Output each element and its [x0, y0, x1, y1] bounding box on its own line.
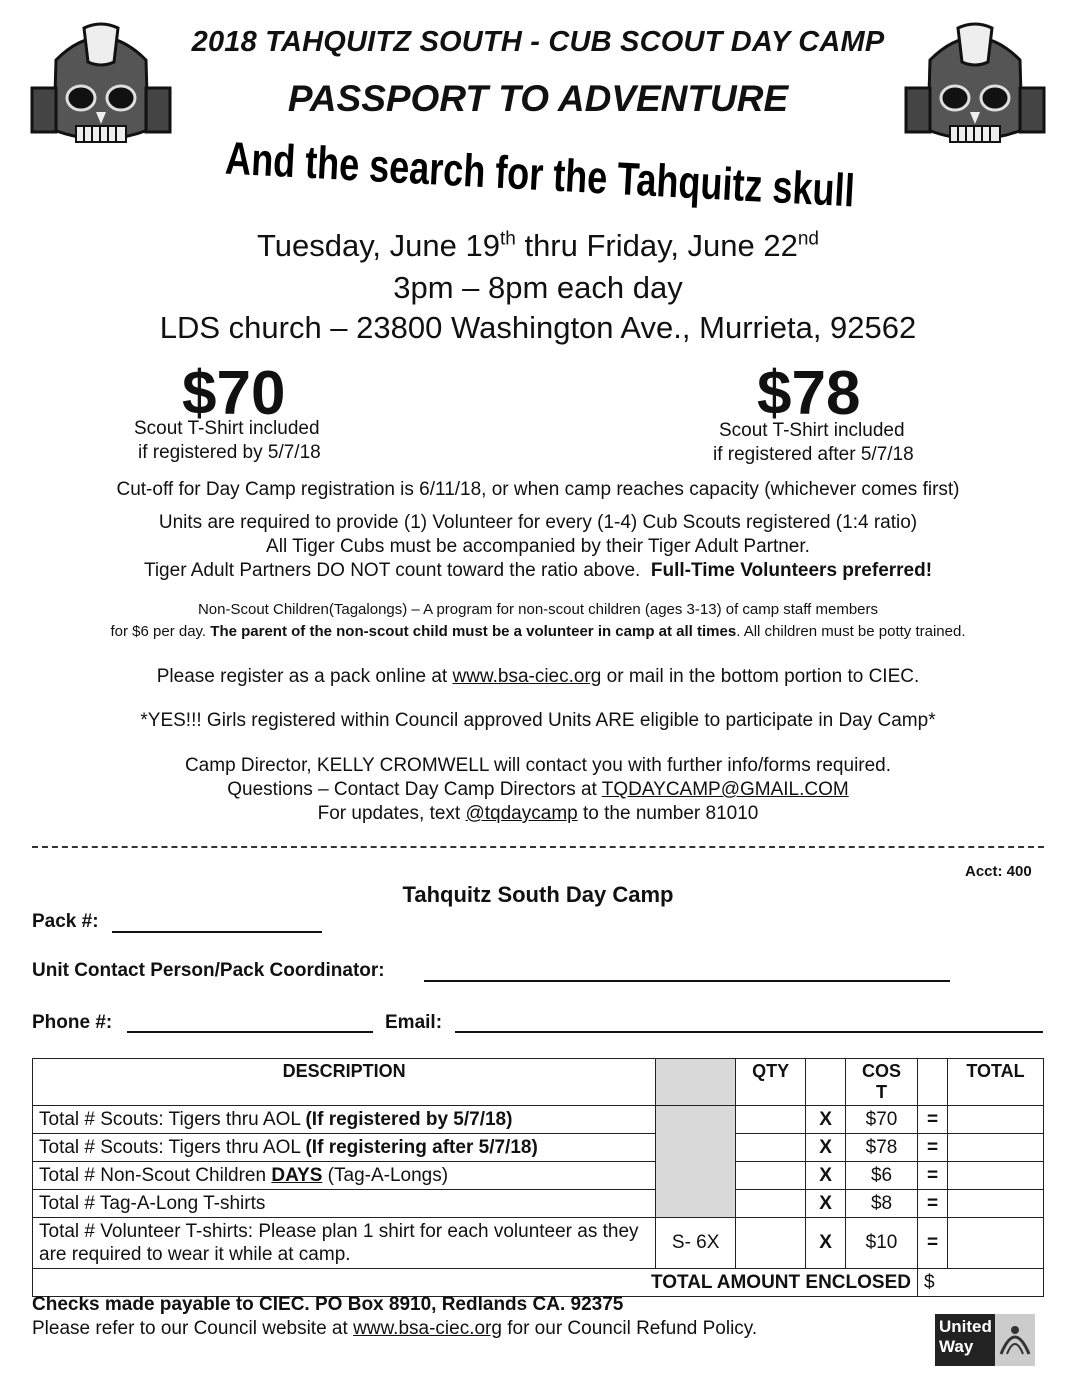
phone-label: Phone #: — [32, 1012, 113, 1033]
contact-person-label: Unit Contact Person/Pack Coordinator: — [32, 960, 385, 981]
cut-line — [32, 846, 1044, 848]
total-row — [33, 1269, 1044, 1297]
equals-sign: = — [918, 1134, 948, 1162]
united-way-logo — [935, 1314, 1035, 1366]
email-field[interactable] — [455, 1031, 1043, 1033]
row-description: Total # Scouts: Tigers thru AOL (If registered by 5/7/18) — [33, 1106, 656, 1134]
tagalong-line-1: Non-Scout Children(Tagalongs) – A program for non-scout children (ages 3-13) of camp staff members — [197, 601, 879, 618]
united-way-hand-icon — [995, 1314, 1035, 1366]
cost-cell: $78 — [846, 1134, 918, 1162]
size-cell: S- 6X — [656, 1218, 736, 1269]
contact-person-field[interactable] — [424, 980, 950, 982]
col-size — [656, 1059, 736, 1106]
qty-cell[interactable] — [736, 1190, 806, 1218]
total-amount-field[interactable] — [918, 1269, 1044, 1297]
girls-eligible-text: *YES!!! Girls registered within Council approved Units ARE eligible to participate in Day Camp* — [140, 710, 936, 731]
event-time: 3pm – 8pm each day — [393, 270, 683, 305]
contact-line-3: For updates, text @tqdaycamp to the number 81010 — [317, 803, 759, 824]
times-sign: X — [806, 1218, 846, 1269]
early-price-line1: Scout T-Shirt included — [134, 418, 320, 439]
total-cell[interactable] — [947, 1190, 1043, 1218]
row-description: Total # Tag-A-Long T-shirts — [33, 1190, 656, 1218]
checks-payable-text: Checks made payable to CIEC. PO Box 8910, Redlands CA. 92375 — [32, 1294, 624, 1315]
row-description: Total # Scouts: Tigers thru AOL (If registering after 5/7/18) — [33, 1134, 656, 1162]
early-price-line2: if registered by 5/7/18 — [138, 442, 321, 463]
qty-cell[interactable] — [736, 1106, 806, 1134]
fee-table — [32, 1058, 1044, 1297]
ratio-line-1: Units are required to provide (1) Volunteer for every (1-4) Cub Scouts registered (1:4 ratio) — [158, 512, 918, 533]
title-line-3 — [215, 128, 1030, 226]
late-price: $78 — [757, 359, 861, 428]
col-x — [806, 1059, 846, 1106]
table-row — [33, 1162, 1044, 1190]
equals-sign: = — [918, 1162, 948, 1190]
col-eq — [918, 1059, 948, 1106]
total-amount-label: TOTAL AMOUNT ENCLOSED — [33, 1269, 918, 1297]
qty-cell[interactable] — [736, 1218, 806, 1269]
cost-cell: $8 — [846, 1190, 918, 1218]
times-sign: X — [806, 1106, 846, 1134]
total-cell[interactable] — [947, 1106, 1043, 1134]
title-line-3-text: And the search for the Tahquitz skull — [224, 131, 1030, 226]
qty-cell[interactable] — [736, 1134, 806, 1162]
grey-cell — [656, 1106, 736, 1218]
col-total: TOTAL — [947, 1059, 1043, 1106]
equals-sign: = — [918, 1106, 948, 1134]
table-row — [33, 1106, 1044, 1134]
account-number: Acct: 400 — [965, 863, 1032, 880]
early-price: $70 — [182, 359, 286, 428]
event-dates: Tuesday, June 19th thru Friday, June 22nd — [256, 228, 819, 263]
refund-link[interactable]: www.bsa-ciec.org — [353, 1318, 502, 1339]
title-line-1: 2018 TAHQUITZ SOUTH - CUB SCOUT DAY CAMP — [191, 26, 885, 58]
cost-cell: $70 — [846, 1106, 918, 1134]
event-location: LDS church – 23800 Washington Ave., Murrieta, 92562 — [159, 310, 917, 345]
united-way-text-1: United — [939, 1317, 992, 1336]
cost-cell: $6 — [846, 1162, 918, 1190]
row-description: Total # Volunteer T-shirts: Please plan 1 shirt for each volunteer as they are required to wear it while at camp. — [33, 1218, 656, 1269]
register-text: Please register as a pack online at www.bsa-ciec.org or mail in the bottom portion to CIEC. — [156, 666, 920, 687]
total-cell[interactable] — [947, 1162, 1043, 1190]
ratio-line-2: All Tiger Cubs must be accompanied by their Tiger Adult Partner. — [266, 536, 810, 557]
col-qty: QTY — [736, 1059, 806, 1106]
equals-sign: = — [918, 1218, 948, 1269]
late-price-line2: if registered after 5/7/18 — [713, 444, 914, 465]
pack-label: Pack #: — [32, 911, 99, 932]
twitter-handle-link[interactable]: @tqdaycamp — [465, 803, 578, 824]
pack-field[interactable] — [112, 931, 322, 933]
col-cost: COS T — [846, 1059, 918, 1106]
times-sign: X — [806, 1134, 846, 1162]
contact-line-2: Questions – Contact Day Camp Directors at TQDAYCAMP@GMAIL.COM — [227, 779, 849, 800]
title-line-2: PASSPORT TO ADVENTURE — [287, 78, 789, 119]
contact-line-1: Camp Director, KELLY CROMWELL will contact you with further info/forms required. — [184, 755, 892, 776]
bsa-ciec-link[interactable]: www.bsa-ciec.org — [452, 666, 602, 687]
refund-policy-text: Please refer to our Council website at www.bsa-ciec.org for our Council Refund Policy. — [32, 1318, 758, 1339]
total-cell[interactable] — [947, 1134, 1043, 1162]
col-description: DESCRIPTION — [33, 1059, 656, 1106]
qty-cell[interactable] — [736, 1162, 806, 1190]
cutoff-text: Cut-off for Day Camp registration is 6/11/18, or when camp reaches capacity (whichever comes first) — [116, 479, 960, 500]
table-row — [33, 1190, 1044, 1218]
total-cell[interactable] — [947, 1218, 1043, 1269]
form-title: Tahquitz South Day Camp — [402, 882, 674, 907]
email-label: Email: — [385, 1012, 443, 1033]
cost-cell: $10 — [846, 1218, 918, 1269]
ratio-line-3: Tiger Adult Partners DO NOT count toward the ratio above. Full-Time Volunteers preferred! — [143, 560, 933, 581]
table-header-row — [33, 1059, 1044, 1106]
tagalong-line-2: for $6 per day. The parent of the non-scout child must be a volunteer in camp at all times. All children must be potty trained. — [110, 623, 966, 640]
table-row — [33, 1218, 1044, 1269]
dollar-sign: $ — [924, 1271, 935, 1293]
late-price-line1: Scout T-Shirt included — [719, 420, 905, 441]
equals-sign: = — [918, 1190, 948, 1218]
times-sign: X — [806, 1162, 846, 1190]
email-link[interactable]: TQDAYCAMP@GMAIL.COM — [601, 779, 849, 800]
times-sign: X — [806, 1190, 846, 1218]
phone-field[interactable] — [127, 1031, 373, 1033]
united-way-text-2: Way — [939, 1337, 974, 1356]
table-row — [33, 1134, 1044, 1162]
row-description: Total # Non-Scout Children DAYS (Tag-A-Longs) — [33, 1162, 656, 1190]
